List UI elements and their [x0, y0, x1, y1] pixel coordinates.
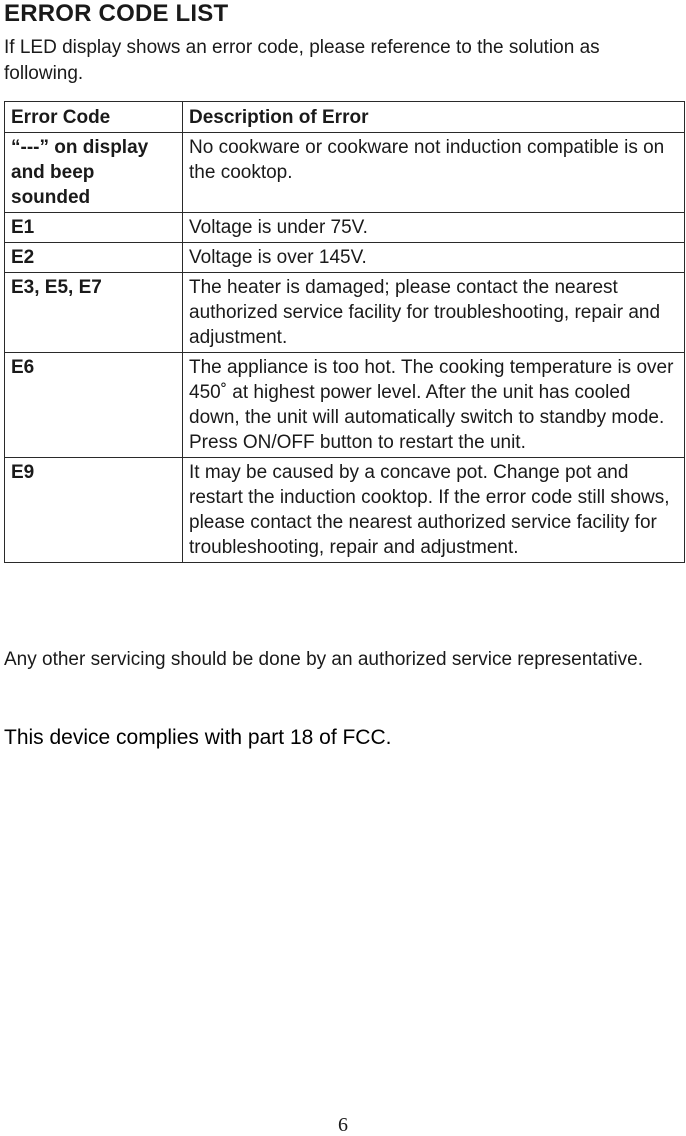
error-description-cell: Voltage is over 145V. [183, 243, 685, 273]
service-note: Any other servicing should be done by an authorized service representative. [4, 649, 643, 670]
fcc-compliance-note: This device complies with part 18 of FCC. [4, 726, 392, 749]
table-row [5, 273, 685, 353]
error-code-cell: E2 [5, 243, 183, 273]
error-description-cell: Voltage is under 75V. [183, 213, 685, 243]
table-row [5, 133, 685, 213]
error-description-cell: The heater is damaged; please contact the nearest authorized service facility for troubleshooting, repair and adjustment. [183, 273, 685, 353]
table-header-row [5, 102, 685, 133]
error-code-table [4, 101, 685, 563]
page-title: ERROR CODE LIST [4, 0, 229, 27]
page-number: 6 [338, 1114, 348, 1136]
error-code-cell: E3, E5, E7 [5, 273, 183, 353]
error-description-cell: The appliance is too hot. The cooking temperature is over 450˚ at highest power level. After the unit has cooled down, the unit will automatically switch to standby mode. Press ON/OFF button to restart the unit. [183, 353, 685, 458]
table-row [5, 458, 685, 563]
error-code-cell: E1 [5, 213, 183, 243]
table-row [5, 243, 685, 273]
error-code-cell: “---” on display and beep sounded [5, 133, 183, 213]
error-code-cell: E6 [5, 353, 183, 458]
intro-paragraph: If LED display shows an error code, please reference to the solution as following. [4, 37, 600, 84]
table-row [5, 213, 685, 243]
error-description-cell: It may be caused by a concave pot. Change pot and restart the induction cooktop. If the error code still shows, please contact the nearest authorized service facility for troubleshooting, repair and adjustment. [183, 458, 685, 563]
header-error-code: Error Code [5, 102, 183, 133]
table-row [5, 353, 685, 458]
error-code-cell: E9 [5, 458, 183, 563]
error-description-cell: No cookware or cookware not induction compatible is on the cooktop. [183, 133, 685, 213]
header-description: Description of Error [183, 102, 685, 133]
